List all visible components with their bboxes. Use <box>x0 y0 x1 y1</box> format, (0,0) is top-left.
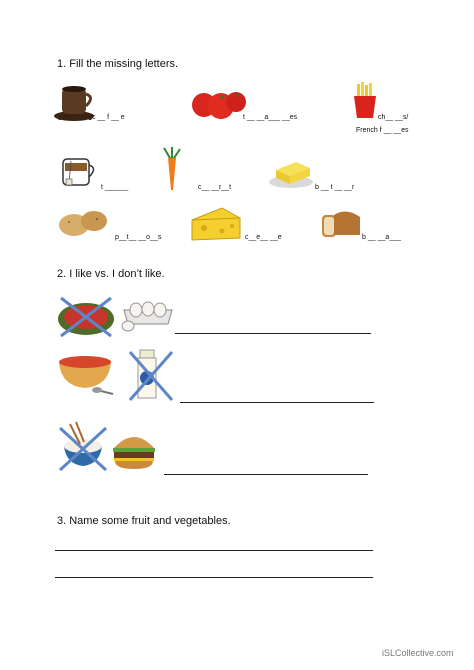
pizza-icon <box>55 296 117 338</box>
eggs-icon <box>120 296 176 334</box>
tomato-soup-icon <box>55 348 119 406</box>
prompt-chips: ch__ __s/ <box>378 114 409 121</box>
section1-heading: 1. Fill the missing letters. <box>57 58 179 70</box>
prompt-tea: t ______ <box>101 184 129 191</box>
french-fries-icon <box>350 82 380 120</box>
answer-line-3[interactable] <box>164 474 368 475</box>
answer-line-5[interactable] <box>55 577 373 578</box>
answer-line-1[interactable] <box>175 333 371 334</box>
watermark: iSLCollective.com <box>382 648 454 658</box>
prompt-coffee: c __ f __ e <box>92 114 125 121</box>
bread-icon <box>318 205 364 241</box>
prompt-carrot: c__ __r__t <box>198 184 232 191</box>
butter-icon <box>268 160 314 190</box>
cheese-icon <box>190 206 242 242</box>
rice-bowl-icon <box>58 420 108 472</box>
prompt-cheese: c__e__ __e <box>245 234 282 241</box>
tea-cup-icon <box>55 155 101 191</box>
potatoes-icon <box>57 205 109 239</box>
milk-bottle-icon <box>128 348 174 404</box>
section2-heading: 2. I like vs. I don’t like. <box>57 268 165 280</box>
prompt-tomatoes: t __ __a___ __es <box>243 114 298 121</box>
prompt-bread: b __ __a___ <box>362 234 401 241</box>
section3-heading: 3. Name some fruit and vegetables. <box>57 515 231 527</box>
prompt-butter: b __ t __ __r <box>315 184 355 191</box>
carrot-icon <box>160 146 184 192</box>
tomatoes-icon <box>190 85 246 120</box>
prompt-potatoes: p__t__ __o__s <box>115 234 162 241</box>
prompt-french-fries: French f __ __es <box>356 127 409 134</box>
burger-icon <box>110 430 158 472</box>
answer-line-2[interactable] <box>180 402 374 403</box>
answer-line-4[interactable] <box>55 550 373 551</box>
